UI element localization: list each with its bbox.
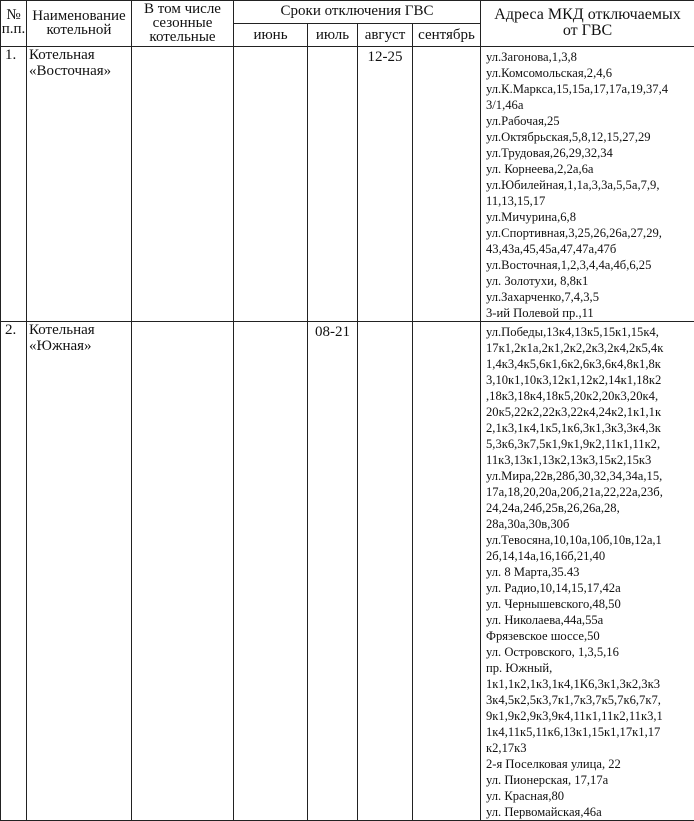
address-line: 1к1,1к2,1к3,1к4,1К6,3к1,3к2,3к3 (486, 676, 692, 692)
address-line: ул.Юбилейная,1,1а,3,3а,5,5а,7,9, (486, 177, 692, 193)
seasonal-cell (132, 47, 234, 322)
address-line: 3к4,5к2,5к3,7к1,7к3,7к5,7к6,7к7, (486, 692, 692, 708)
july-cell (308, 47, 358, 322)
row-num: 1. (1, 47, 27, 322)
address-line: ул. Первомайская,46а (486, 804, 692, 820)
address-line: ул. 8 Марта,35.43 (486, 564, 692, 580)
header-addresses (481, 1, 694, 47)
header-seasonal-line-2: сезонные (132, 16, 233, 30)
header-month-july: июль (308, 24, 358, 47)
address-line: ,18к3,18к4,18к5,20к2,20к3,20к4, (486, 388, 692, 404)
address-line: Фрязевское шоссе,50 (486, 628, 692, 644)
boiler-name (27, 47, 132, 322)
header-period: Сроки отключения ГВС (234, 1, 481, 24)
address-line: 17к1,2к1а,2к1,2к2,2к3,2к4,2к5,4к (486, 340, 692, 356)
header-seasonal (132, 1, 234, 47)
table-row (1, 47, 694, 322)
boiler-name (27, 322, 132, 821)
header-name-line-2: котельной (27, 23, 131, 37)
address-line: 2б,14,14а,16,16б,21,40 (486, 548, 692, 564)
july-cell: 08-21 (308, 322, 358, 821)
address-line: ул.Мира,22в,28б,30,32,34,34а,15, (486, 468, 692, 484)
address-line: 9к1,9к2,9к3,9к4,11к1,11к2,11к3,1 (486, 708, 692, 724)
address-line: ул.Победы,13к4,13к5,15к1,15к4, (486, 324, 692, 340)
address-line: ул. Чернышевского,48,50 (486, 596, 692, 612)
address-line: 2,1к3,1к4,1к5,1к6,3к1,3к3,3к4,3к (486, 420, 692, 436)
june-cell (234, 47, 308, 322)
address-line: 5,3к6,3к7,5к1,9к1,9к2,11к1,11к2, (486, 436, 692, 452)
address-line: 1,4к3,4к5,6к1,6к2,6к3,6к4,8к1,8к (486, 356, 692, 372)
address-line: ул. Радио,10,14,15,17,42а (486, 580, 692, 596)
address-line: ул.Захарченко,7,4,3,5 (486, 289, 692, 305)
address-line: ул.Октябрьская,5,8,12,15,27,29 (486, 129, 692, 145)
address-line: пр. Южный, (486, 660, 692, 676)
boiler-name-line-2: «Восточная» (29, 63, 131, 79)
header-addresses-line-1: Адреса МКД отключаемых (481, 1, 694, 23)
header-num (1, 1, 27, 47)
row-num: 2. (1, 322, 27, 821)
address-line: ул.Рабочая,25 (486, 113, 692, 129)
address-list (481, 322, 694, 821)
header-seasonal-line-3: котельные (132, 30, 233, 44)
address-line: ул. Пионерская, 17,17а (486, 772, 692, 788)
boiler-name-line-1: Котельная (29, 322, 131, 338)
june-cell (234, 322, 308, 821)
address-line: 28а,30а,30в,30б (486, 516, 692, 532)
address-line: 2-я Поселковая улица, 22 (486, 756, 692, 772)
address-line: 1к4,11к5,11к6,13к1,15к1,17к1,17 (486, 724, 692, 740)
header-num-line-2: п.п. (1, 22, 26, 36)
address-line: ул.Мичурина,6,8 (486, 209, 692, 225)
address-line: ул.Трудовая,26,29,32,34 (486, 145, 692, 161)
address-line: ул.Спортивная,3,25,26,26а,27,29, (486, 225, 692, 241)
address-list (481, 47, 694, 322)
header-month-august: август (358, 24, 413, 47)
september-cell (413, 322, 481, 821)
header-addresses-line-2: от ГВС (481, 23, 694, 39)
seasonal-cell (132, 322, 234, 821)
address-line: 3-ий Полевой пр.,11 (486, 305, 692, 321)
address-line: ул.Комсомольская,2,4,6 (486, 65, 692, 81)
address-line: ул.Загонова,1,3,8 (486, 49, 692, 65)
address-line: к2,17к3 (486, 740, 692, 756)
address-line: ул. Корнеева,2,2а,6а (486, 161, 692, 177)
august-cell: 12-25 (358, 47, 413, 322)
header-name-line-1: Наименование (27, 1, 131, 23)
september-cell (413, 47, 481, 322)
header-month-september: сентябрь (413, 24, 481, 47)
address-line: ул.Тевосяна,10,10а,10б,10в,12а,1 (486, 532, 692, 548)
table-row (1, 322, 694, 821)
header-row-1 (1, 1, 694, 24)
address-line: ул. Николаева,44а,55а (486, 612, 692, 628)
address-line: 20к5,22к2,22к3,22к4,24к2,1к1,1к (486, 404, 692, 420)
boiler-name-line-1: Котельная (29, 47, 131, 63)
address-line: 3/1,46а (486, 97, 692, 113)
address-line: ул.К.Маркса,15,15а,17,17а,19,37,4 (486, 81, 692, 97)
address-line: ул.Восточная,1,2,3,4,4а,4б,6,25 (486, 257, 692, 273)
august-cell (358, 322, 413, 821)
address-line: 11,13,15,17 (486, 193, 692, 209)
header-seasonal-line-1: В том числе (132, 1, 233, 16)
header-num-line-1: № (1, 1, 26, 22)
address-line: 17а,18,20,20а,20б,21а,22,22а,23б, (486, 484, 692, 500)
address-line: 43,43а,45,45а,47,47а,47б (486, 241, 692, 257)
address-line: ул. Красная,80 (486, 788, 692, 804)
boiler-name-line-2: «Южная» (29, 338, 131, 354)
header-name (27, 1, 132, 47)
header-month-june: июнь (234, 24, 308, 47)
address-line: 3,10к1,10к3,12к1,12к2,14к1,18к2 (486, 372, 692, 388)
address-line: 24,24а,24б,25в,26,26а,28, (486, 500, 692, 516)
address-line: ул. Островского, 1,3,5,16 (486, 644, 692, 660)
address-line: ул. Золотухи, 8,8к1 (486, 273, 692, 289)
address-line: 11к3,13к1,13к2,13к3,15к2,15к3 (486, 452, 692, 468)
